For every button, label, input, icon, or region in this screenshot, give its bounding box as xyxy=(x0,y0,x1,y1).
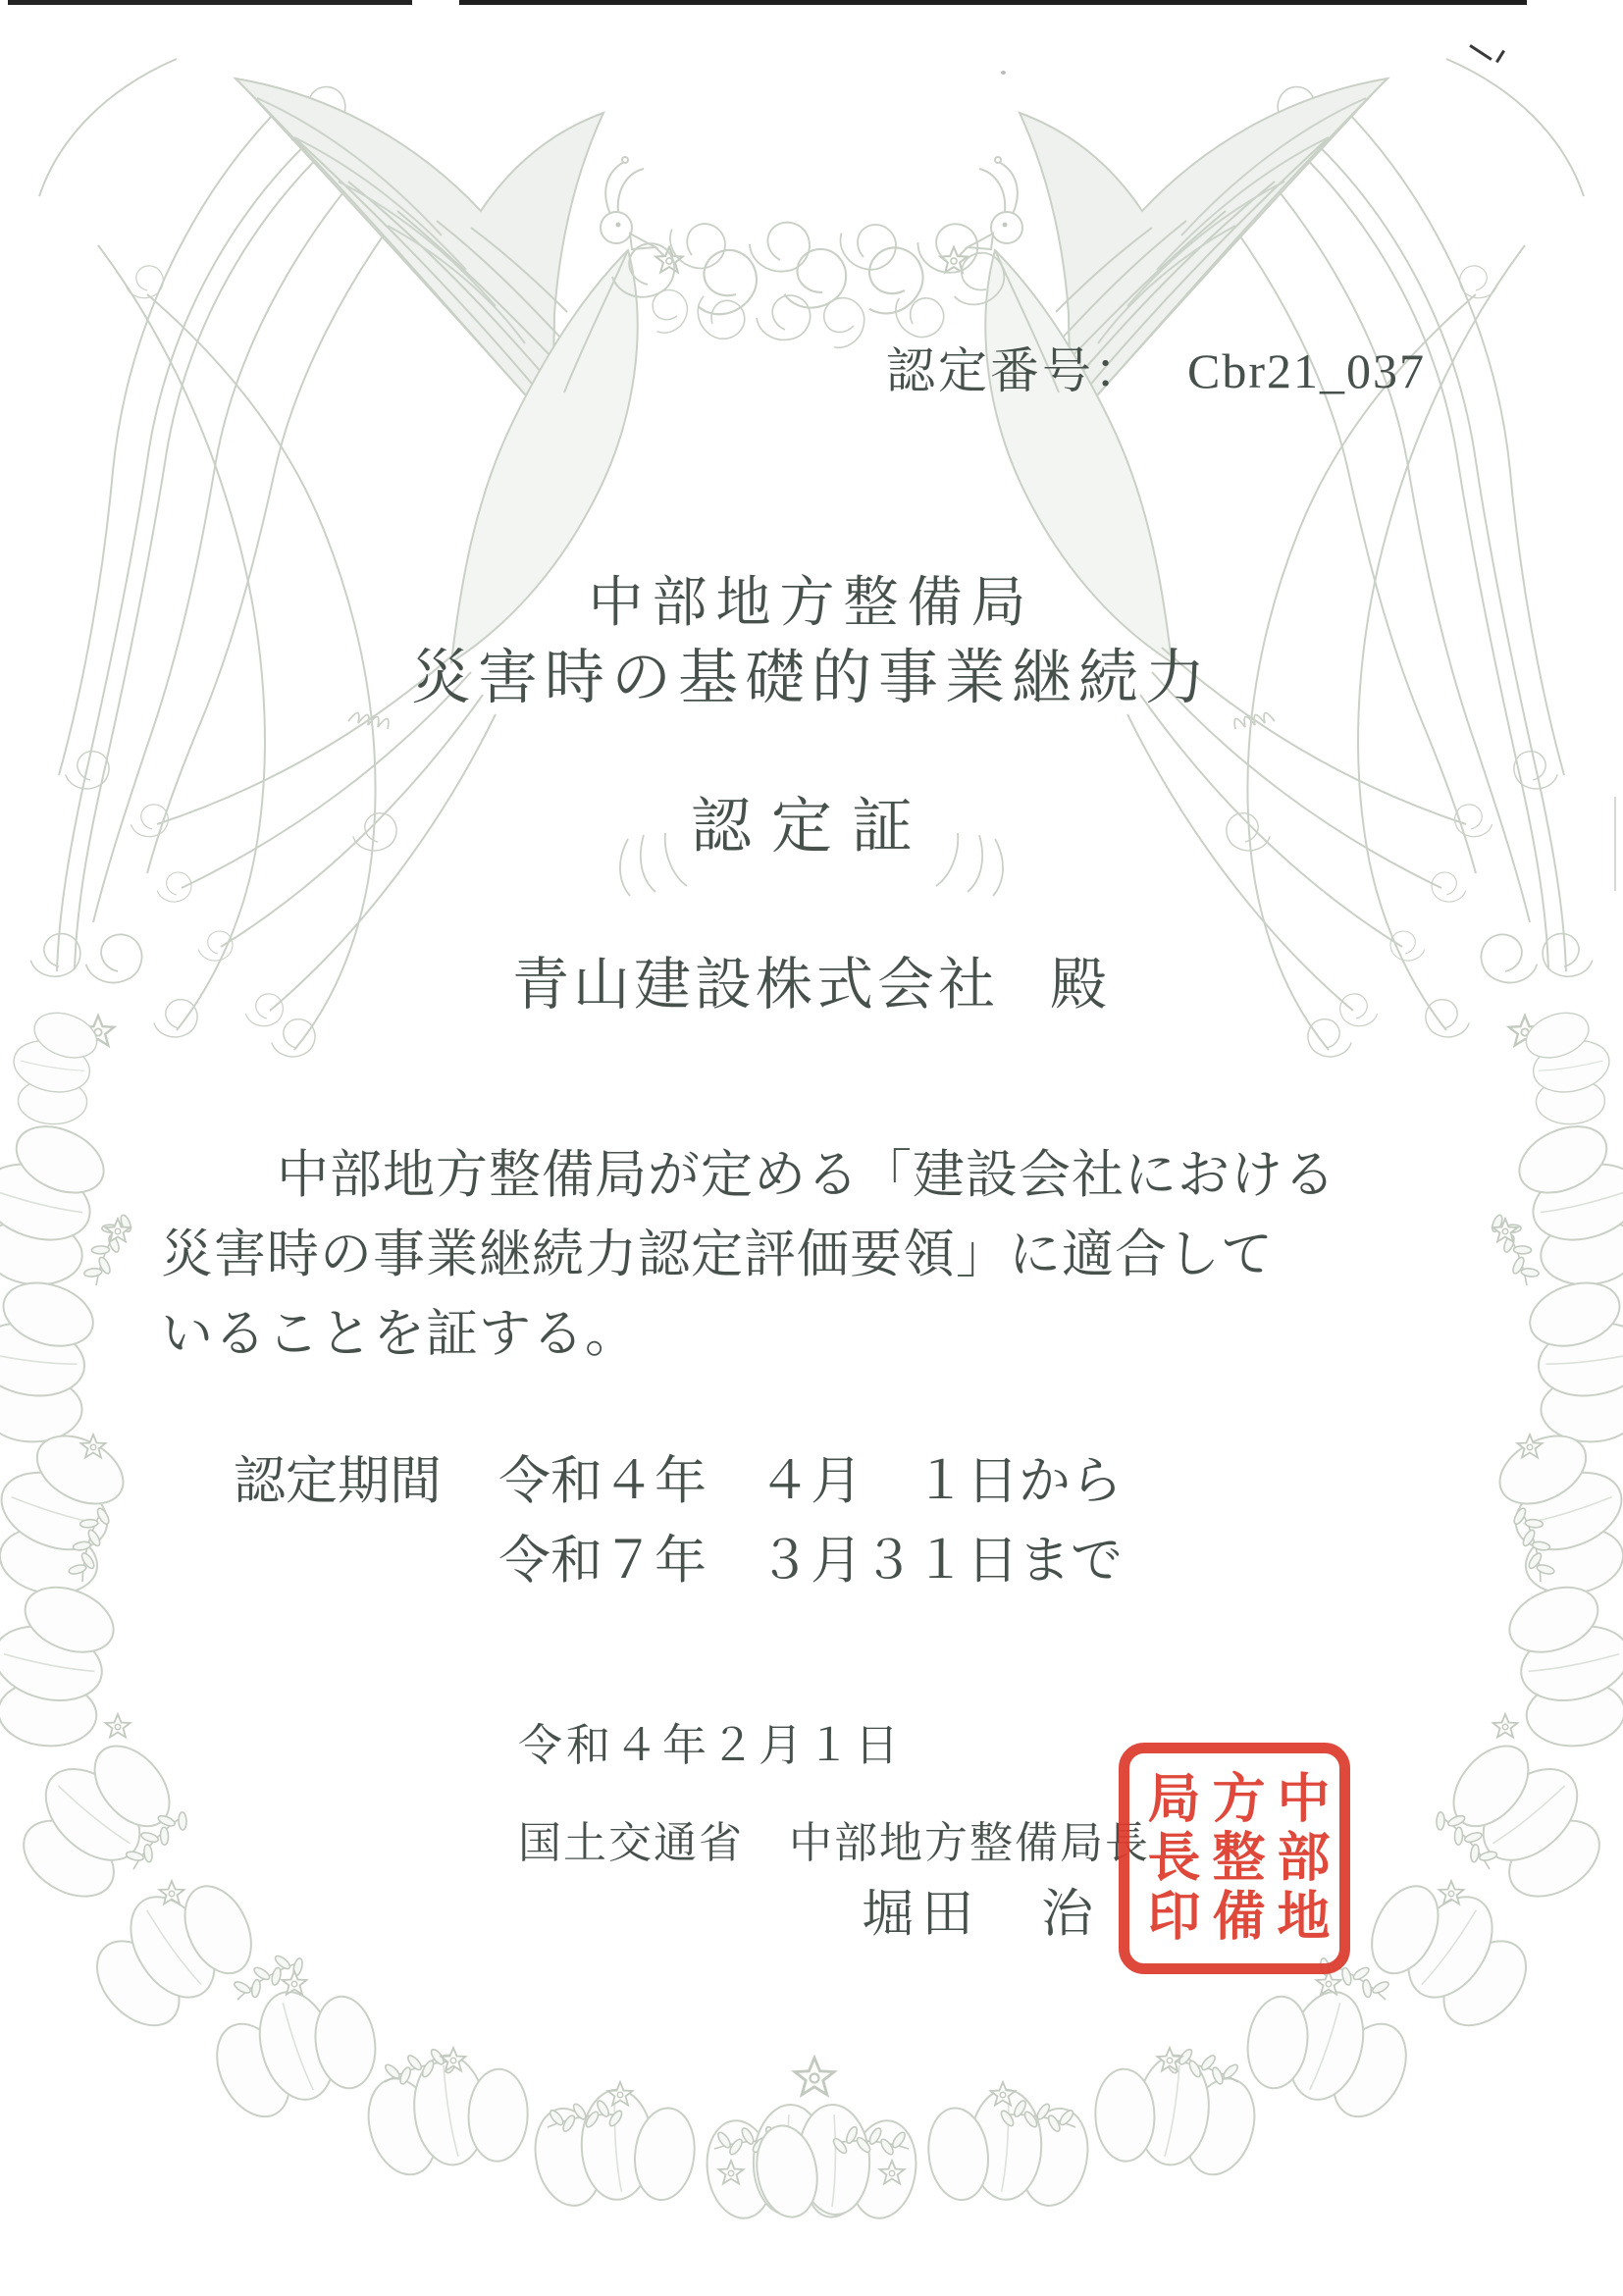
cert-number-label: 認定番号： xyxy=(886,343,1146,398)
body-paragraph xyxy=(161,1136,1336,1375)
period-to: 令和７年 ３月３１日まで xyxy=(498,1533,1123,1590)
signer-org: 国土交通省 中部地方整備局長 xyxy=(518,1819,1150,1867)
period-label: 認定期間 xyxy=(234,1453,442,1510)
period-from: 令和４年 ４月 １日から xyxy=(498,1453,1123,1510)
phoenix-right xyxy=(936,78,1492,1026)
seal-column-left: 局長印 xyxy=(1140,1770,1199,1947)
phoenix-left xyxy=(131,78,687,1026)
issue-date: 令和４年２月１日 xyxy=(518,1721,904,1770)
recipient-honorific: 殿 xyxy=(1050,953,1112,1017)
scan-artifact-top-edge xyxy=(0,0,1623,5)
certificate-title: 災害時の基礎的事業継続力 xyxy=(410,646,1213,711)
seal-column-middle: 方整備 xyxy=(1205,1770,1264,1947)
garland-center-flower xyxy=(795,2058,834,2095)
issuer-line: 中部地方整備局 xyxy=(588,573,1035,634)
scan-artifact-dot xyxy=(1001,71,1006,75)
doc-type-title: 認定証 xyxy=(690,794,933,861)
body-line-2: 災害時の事業継続力認定評価要領」に適合して xyxy=(161,1226,1274,1283)
scan-artifact-right-edge xyxy=(1614,797,1616,891)
recipient-name: 青山建設株式会社 xyxy=(511,953,999,1017)
ribbon-streams-left xyxy=(30,59,412,1057)
body-line-3: いることを証する。 xyxy=(161,1306,638,1363)
recipient-line xyxy=(512,938,1111,1020)
ribbon-streams-right xyxy=(1211,59,1593,1057)
certification-period xyxy=(234,1442,1123,1601)
cert-number xyxy=(886,332,1426,402)
official-red-seal xyxy=(1119,1743,1350,1974)
cert-number-value: Cbr21_037 xyxy=(1187,343,1426,398)
signer-name: 堀田 治 xyxy=(862,1886,1101,1943)
seal-column-right: 中部地 xyxy=(1270,1770,1329,1947)
body-line-1: 中部地方整備局が定める「建設会社における xyxy=(224,1147,1336,1204)
